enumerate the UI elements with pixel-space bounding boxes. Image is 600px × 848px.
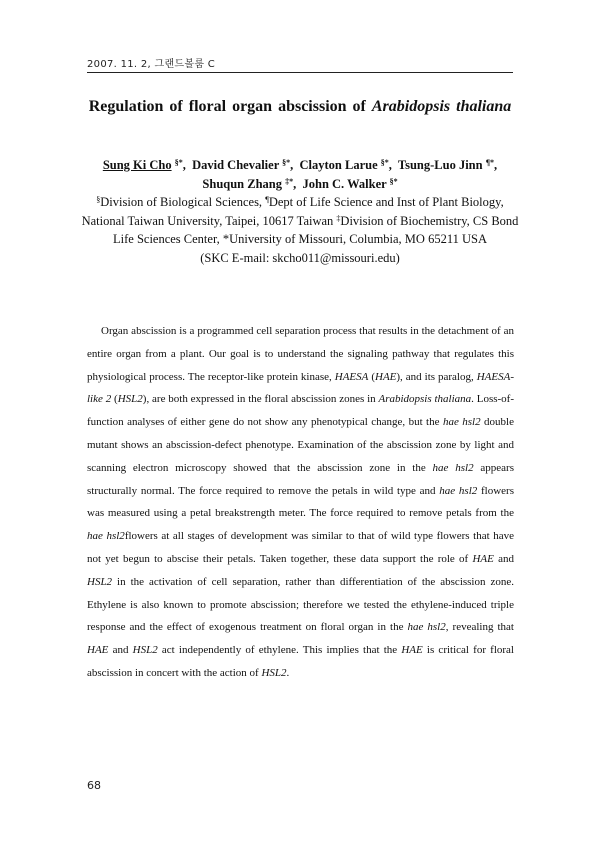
author-sup: ¶* [485, 158, 495, 167]
affil-symbol: ¶ [265, 195, 269, 204]
abstract-text: appears structurally normal. The force required to remove the petals in wild type and [87, 461, 514, 497]
gene-name: HAE [401, 644, 423, 657]
abstract-text: double mutant shows an abscission-defect phenotype. Examination of the abscission zone by light and scanning electron microscopy showed that the abscission zone in the [87, 416, 514, 474]
abstract-text: in the activation of cell separation, rather than differentiation of the abscission zone. Ethylene is also known to promote abscission; therefore we tested the ethylene-induced triple response and the effect of exogenous treatment on floral organ in the [87, 575, 514, 634]
abstract-text: flowers was measured using a petal breakstrength meter. The force required to remove petals from the [87, 484, 514, 520]
gene-name: HAE [87, 644, 109, 657]
gene-name: HSL2 [117, 393, 143, 406]
author-name: Tsung-Luo Jinn [397, 158, 483, 172]
affil-symbol: § [96, 195, 101, 204]
author-name: Shuqun Zhang [202, 177, 282, 191]
contact-email: (SKC E-mail: skcho011@missouri.edu) [200, 250, 400, 265]
paper-title [60, 98, 540, 116]
page-number: 68 [87, 779, 101, 792]
author-sup: §* [380, 158, 389, 167]
title-main: Regulation of floral organ abscission of [88, 98, 366, 115]
author-name: Sung Ki Cho [102, 158, 172, 172]
gene-name: HSL2 [87, 575, 113, 588]
abstract-text: . Loss-of-function analyses of either gene do not show any phenotypical change, but the [87, 393, 514, 429]
gene-name: HAESA-like 2 [87, 370, 514, 406]
author-sup: §* [389, 177, 398, 186]
author-sup: §* [174, 158, 183, 167]
affil-text: Dept of Life Science and Inst of Plant Biology, National Taiwan University, Taipei, 10617 Taiwan [81, 195, 504, 228]
gene-name: HAE [472, 552, 494, 565]
abstract-text: Organ abscission is a programmed cell separation process that results in the detachment of an entire organ from a plant. Our goal is to understand the signaling pathway that regulates this physiological process. The receptor-like protein kinase, [87, 325, 514, 383]
affil-text: Division of Biological Sciences, [100, 195, 266, 209]
abstract-text: flowers at all stages of development was similar to that of wild type flowers that have not yet begun to abscise their petals. Taken together, these data support the role of [87, 530, 514, 565]
author-sup: ‡* [285, 177, 294, 186]
gene-name: hae hsl2 [407, 621, 446, 634]
affil-symbol: ‡ [336, 213, 341, 223]
affil-text: Division of Biochemistry, CS Bond Life Sciences Center, *University of Missouri, Columbia, MO 65211 USA [113, 213, 519, 246]
gene-name: HAE [375, 370, 397, 383]
abstract-text: is critical for floral abscission in concert with the action of [87, 644, 514, 679]
abstract-text: and [108, 644, 133, 657]
abstract-paragraph [87, 320, 514, 685]
author-list: Sung Ki Cho §*, David Chevalier §*, Clayton Larue §*, Tsung-Luo Jinn ¶*, Shuqun Zhang ‡*, John C. Walker §* [102, 158, 498, 191]
title-species: Arabidopsis thaliana [371, 98, 512, 115]
gene-name: hae hsl2 [87, 530, 125, 543]
running-header: 2007. 11. 2, 그랜드볼룸 C [87, 59, 216, 70]
abstract-text: ), and its paralog, [396, 370, 477, 383]
header-rule [87, 72, 513, 73]
abstract-text: ( [111, 393, 118, 406]
author-sup: §* [282, 158, 291, 167]
gene-name: hae hsl2 [442, 416, 481, 429]
author-name: David Chevalier [192, 158, 280, 172]
affiliations [80, 193, 520, 267]
abstract-text: . [286, 666, 290, 679]
abstract-text: ( [368, 370, 375, 383]
species-name: Arabidopsis thaliana [378, 393, 472, 406]
abstract-text: , revealing that [445, 621, 514, 634]
gene-name: HSL2 [261, 666, 287, 679]
gene-name: HAESA [334, 370, 369, 383]
gene-name: hae hsl2 [439, 484, 478, 497]
abstract-text: and [493, 552, 514, 565]
abstract-text: ), are both expressed in the floral abscission zones in [142, 393, 379, 406]
abstract-text: act independently of ethylene. This implies that the [157, 644, 402, 657]
author-name: John C. Walker [302, 177, 387, 191]
author-name: Clayton Larue [299, 158, 378, 172]
gene-name: hae hsl2 [432, 461, 474, 474]
gene-name: HSL2 [132, 644, 158, 657]
